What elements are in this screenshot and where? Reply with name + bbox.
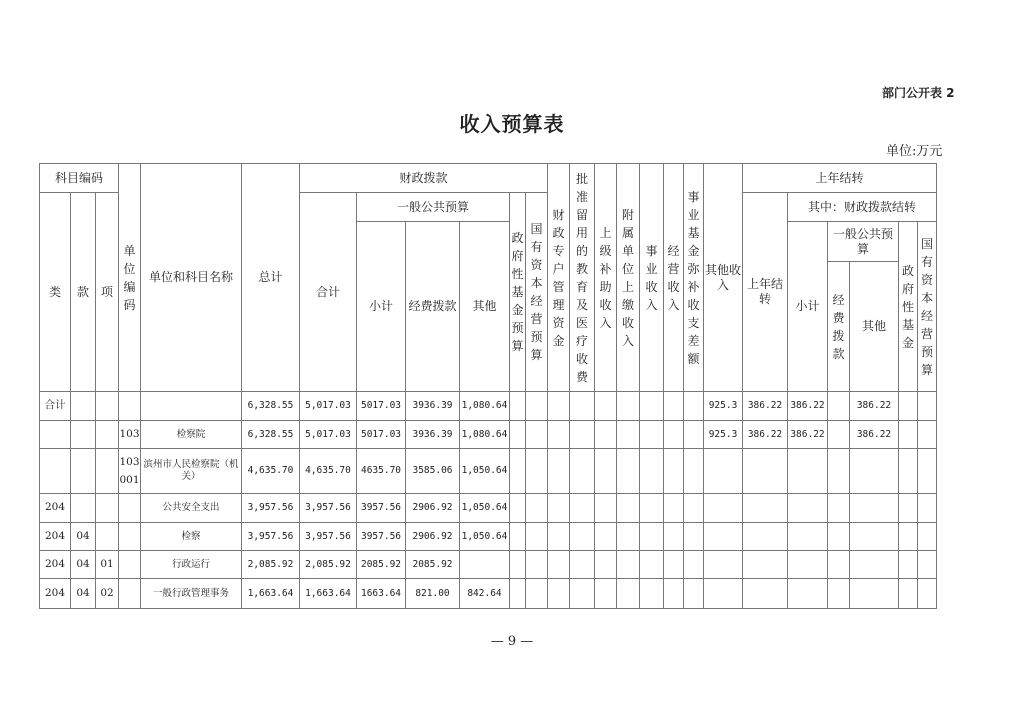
cell-state-capital — [526, 551, 548, 579]
cell-kuan — [71, 449, 96, 494]
header-gb-other: 其他 — [460, 222, 510, 392]
cell-fund-makeup — [684, 494, 704, 523]
header-subject-code: 科目编码 — [40, 164, 119, 193]
cell-xiang — [96, 449, 119, 494]
cell-total: 3,957.56 — [242, 494, 300, 523]
cell-last-year-carry — [743, 551, 788, 579]
cell-kuan: 04 — [71, 551, 96, 579]
table-row — [40, 392, 937, 421]
cell-affiliated-turnover — [617, 392, 640, 421]
cell-ly-gov-fund — [899, 494, 918, 523]
cell-fund-makeup — [684, 449, 704, 494]
page-title: 收入预算表 — [459, 112, 565, 136]
cell-gb-expense: 2906.92 — [406, 494, 460, 523]
cell-gb-subtotal: 4635.70 — [357, 449, 406, 494]
header-fiscal-subtotal: 合计 — [300, 193, 357, 392]
cell-operating-income — [664, 523, 684, 551]
header-operating-income: 经营收入 — [664, 164, 684, 392]
cell-total: 1,663.64 — [242, 579, 300, 609]
header-total: 总计 — [242, 164, 300, 392]
cell-unit-code: 103 — [119, 421, 141, 449]
cell-ly-other — [850, 551, 899, 579]
cell-fiscal-subtotal: 1,663.64 — [300, 579, 357, 609]
cell-gov-fund — [510, 449, 526, 494]
document-label: 部门公开表 2 — [882, 86, 955, 100]
cell-business-income — [640, 421, 664, 449]
cell-other-income: 925.3 — [704, 421, 743, 449]
cell-gb-expense: 821.00 — [406, 579, 460, 609]
table-row — [40, 523, 937, 551]
cell-unit-name: 检察 — [141, 523, 242, 551]
header-gb-subtotal: 小计 — [357, 222, 406, 392]
table-row — [40, 551, 937, 579]
cell-other-income — [704, 494, 743, 523]
cell-operating-income — [664, 421, 684, 449]
header-ly-gov-fund: 政府性基金 — [899, 222, 918, 392]
cell-business-income — [640, 494, 664, 523]
cell-last-year-carry — [743, 449, 788, 494]
cell-last-year-carry — [743, 523, 788, 551]
cell-gb-other — [460, 551, 510, 579]
cell-ly-state-capital — [918, 579, 937, 609]
cell-approved-retained — [570, 421, 595, 449]
cell-affiliated-turnover — [617, 494, 640, 523]
cell-fund-makeup — [684, 579, 704, 609]
cell-special-account — [548, 551, 570, 579]
cell-business-income — [640, 392, 664, 421]
cell-unit-code — [119, 579, 141, 609]
cell-other-income: 925.3 — [704, 392, 743, 421]
header-superior-subsidy: 上级补助收入 — [595, 164, 617, 392]
cell-other-income — [704, 523, 743, 551]
cell-ly-other — [850, 494, 899, 523]
cell-ly-subtotal — [788, 551, 828, 579]
cell-gb-subtotal: 5017.03 — [357, 421, 406, 449]
cell-gov-fund — [510, 421, 526, 449]
cell-business-income — [640, 449, 664, 494]
cell-gb-other: 1,080.64 — [460, 421, 510, 449]
cell-gb-other: 1,050.64 — [460, 523, 510, 551]
cell-xiang: 01 — [96, 551, 119, 579]
header-unit-name: 单位和科目名称 — [141, 164, 242, 392]
cell-unit-name: 一般行政管理事务 — [141, 579, 242, 609]
cell-state-capital — [526, 494, 548, 523]
cell-fiscal-subtotal: 2,085.92 — [300, 551, 357, 579]
cell-gov-fund — [510, 523, 526, 551]
cell-operating-income — [664, 449, 684, 494]
cell-kuan — [71, 392, 96, 421]
cell-fund-makeup — [684, 392, 704, 421]
cell-ly-other: 386.22 — [850, 392, 899, 421]
cell-ly-expense — [828, 449, 850, 494]
cell-fiscal-subtotal: 5,017.03 — [300, 392, 357, 421]
header-ly-state-capital: 国有资本经营预算 — [918, 222, 937, 392]
cell-fund-makeup — [684, 551, 704, 579]
header-of-which: 其中：财政拨款结转 — [788, 193, 937, 222]
cell-gov-fund — [510, 551, 526, 579]
header-business-income: 事业收入 — [640, 164, 664, 392]
cell-lei: 204 — [40, 523, 71, 551]
cell-approved-retained — [570, 523, 595, 551]
cell-special-account — [548, 449, 570, 494]
cell-xiang — [96, 392, 119, 421]
cell-affiliated-turnover — [617, 523, 640, 551]
cell-xiang: 02 — [96, 579, 119, 609]
cell-superior-subsidy — [595, 494, 617, 523]
header-approved-retained: 批准留用的教育及医疗收费 — [570, 164, 595, 392]
cell-unit-name: 检察院 — [141, 421, 242, 449]
header-unit-code: 单位编码 — [119, 164, 141, 392]
cell-xiang — [96, 421, 119, 449]
header-state-capital: 国有资本经营预算 — [526, 193, 548, 392]
cell-lei: 合计 — [40, 392, 71, 421]
cell-ly-other: 386.22 — [850, 421, 899, 449]
cell-kuan: 04 — [71, 579, 96, 609]
cell-gb-other: 1,050.64 — [460, 449, 510, 494]
cell-fiscal-subtotal: 5,017.03 — [300, 421, 357, 449]
header-ly-expense: 经费拨款 — [828, 262, 850, 392]
cell-state-capital — [526, 523, 548, 551]
cell-unit-code — [119, 494, 141, 523]
header-affiliated-turnover: 附属单位上缴收入 — [617, 164, 640, 392]
cell-gb-expense: 3936.39 — [406, 392, 460, 421]
cell-other-income — [704, 551, 743, 579]
cell-business-income — [640, 551, 664, 579]
cell-unit-code — [119, 551, 141, 579]
cell-ly-expense — [828, 421, 850, 449]
cell-affiliated-turnover — [617, 579, 640, 609]
cell-fund-makeup — [684, 421, 704, 449]
cell-special-account — [548, 494, 570, 523]
cell-gb-subtotal: 2085.92 — [357, 551, 406, 579]
cell-gb-subtotal: 3957.56 — [357, 523, 406, 551]
cell-fiscal-subtotal: 3,957.56 — [300, 494, 357, 523]
cell-ly-subtotal — [788, 579, 828, 609]
cell-unit-code — [119, 523, 141, 551]
header-special-account: 财政专户管理资金 — [548, 164, 570, 392]
header-last-year: 上年结转 — [743, 164, 937, 193]
cell-gov-fund — [510, 579, 526, 609]
cell-ly-expense — [828, 392, 850, 421]
cell-special-account — [548, 392, 570, 421]
cell-ly-state-capital — [918, 421, 937, 449]
header-fiscal: 财政拨款 — [300, 164, 548, 193]
cell-approved-retained — [570, 579, 595, 609]
cell-gb-subtotal: 1663.64 — [357, 579, 406, 609]
cell-lei: 204 — [40, 551, 71, 579]
cell-lei — [40, 449, 71, 494]
header-last-year-carry: 上年结转 — [743, 193, 788, 392]
cell-gb-subtotal: 3957.56 — [357, 494, 406, 523]
cell-ly-state-capital — [918, 523, 937, 551]
table-row — [40, 494, 937, 523]
cell-last-year-carry: 386.22 — [743, 421, 788, 449]
cell-approved-retained — [570, 494, 595, 523]
cell-unit-name: 行政运行 — [141, 551, 242, 579]
cell-xiang — [96, 494, 119, 523]
cell-gb-other: 842.64 — [460, 579, 510, 609]
cell-superior-subsidy — [595, 421, 617, 449]
income-budget-table — [39, 163, 937, 609]
cell-state-capital — [526, 421, 548, 449]
cell-ly-subtotal — [788, 494, 828, 523]
cell-ly-gov-fund — [899, 579, 918, 609]
cell-approved-retained — [570, 392, 595, 421]
cell-ly-gov-fund — [899, 523, 918, 551]
cell-fiscal-subtotal: 4,635.70 — [300, 449, 357, 494]
header-kuan: 款 — [71, 193, 96, 392]
header-xiang: 项 — [96, 193, 119, 392]
cell-unit-code — [119, 392, 141, 421]
cell-special-account — [548, 523, 570, 551]
cell-ly-gov-fund — [899, 421, 918, 449]
cell-gb-other: 1,050.64 — [460, 494, 510, 523]
header-ly-general: 一般公共预算 — [828, 222, 899, 262]
cell-total: 6,328.55 — [242, 392, 300, 421]
cell-unit-code: 103001 — [119, 449, 141, 494]
cell-kuan — [71, 494, 96, 523]
cell-state-capital — [526, 579, 548, 609]
cell-gov-fund — [510, 392, 526, 421]
table-row — [40, 449, 937, 494]
cell-kuan: 04 — [71, 523, 96, 551]
cell-xiang — [96, 523, 119, 551]
cell-superior-subsidy — [595, 579, 617, 609]
cell-total: 4,635.70 — [242, 449, 300, 494]
cell-unit-name: 公共安全支出 — [141, 494, 242, 523]
cell-ly-state-capital — [918, 551, 937, 579]
cell-special-account — [548, 579, 570, 609]
cell-affiliated-turnover — [617, 421, 640, 449]
cell-lei: 204 — [40, 579, 71, 609]
cell-ly-subtotal — [788, 523, 828, 551]
header-fund-makeup: 事业基金弥补收支差额 — [684, 164, 704, 392]
cell-superior-subsidy — [595, 551, 617, 579]
cell-fund-makeup — [684, 523, 704, 551]
cell-ly-state-capital — [918, 449, 937, 494]
cell-ly-other — [850, 579, 899, 609]
cell-gb-expense: 2906.92 — [406, 523, 460, 551]
header-gov-fund: 政府性基金预算 — [510, 193, 526, 392]
cell-ly-expense — [828, 579, 850, 609]
cell-other-income — [704, 449, 743, 494]
cell-kuan — [71, 421, 96, 449]
cell-affiliated-turnover — [617, 551, 640, 579]
cell-approved-retained — [570, 449, 595, 494]
cell-operating-income — [664, 579, 684, 609]
cell-total: 6,328.55 — [242, 421, 300, 449]
cell-total: 2,085.92 — [242, 551, 300, 579]
cell-total: 3,957.56 — [242, 523, 300, 551]
cell-superior-subsidy — [595, 449, 617, 494]
cell-ly-expense — [828, 494, 850, 523]
cell-gb-subtotal: 5017.03 — [357, 392, 406, 421]
cell-special-account — [548, 421, 570, 449]
cell-approved-retained — [570, 551, 595, 579]
header-general-budget: 一般公共预算 — [357, 193, 510, 222]
cell-gb-expense: 2085.92 — [406, 551, 460, 579]
cell-ly-state-capital — [918, 494, 937, 523]
header-lei: 类 — [40, 193, 71, 392]
cell-operating-income — [664, 494, 684, 523]
cell-state-capital — [526, 392, 548, 421]
table-row — [40, 421, 937, 449]
cell-ly-expense — [828, 551, 850, 579]
cell-last-year-carry — [743, 494, 788, 523]
header-gb-expense: 经费拨款 — [406, 222, 460, 392]
cell-business-income — [640, 579, 664, 609]
cell-ly-state-capital — [918, 392, 937, 421]
unit-label: 单位:万元 — [886, 144, 943, 159]
cell-other-income — [704, 579, 743, 609]
header-ly-other: 其他 — [850, 262, 899, 392]
cell-unit-name — [141, 392, 242, 421]
cell-lei: 204 — [40, 494, 71, 523]
header-ly-subtotal: 小计 — [788, 222, 828, 392]
cell-ly-subtotal: 386.22 — [788, 392, 828, 421]
cell-gb-expense: 3936.39 — [406, 421, 460, 449]
cell-superior-subsidy — [595, 392, 617, 421]
cell-state-capital — [526, 449, 548, 494]
cell-affiliated-turnover — [617, 449, 640, 494]
cell-superior-subsidy — [595, 523, 617, 551]
page-number: — 9 — — [490, 634, 534, 649]
cell-last-year-carry: 386.22 — [743, 392, 788, 421]
cell-ly-gov-fund — [899, 551, 918, 579]
header-other-income: 其他收入 — [704, 164, 743, 392]
cell-gb-expense: 3585.06 — [406, 449, 460, 494]
cell-unit-name: 滨州市人民检察院（机关） — [141, 449, 242, 494]
table-row — [40, 579, 937, 609]
cell-gov-fund — [510, 494, 526, 523]
cell-last-year-carry — [743, 579, 788, 609]
cell-ly-expense — [828, 523, 850, 551]
cell-ly-gov-fund — [899, 449, 918, 494]
cell-ly-gov-fund — [899, 392, 918, 421]
cell-fiscal-subtotal: 3,957.56 — [300, 523, 357, 551]
cell-operating-income — [664, 392, 684, 421]
cell-business-income — [640, 523, 664, 551]
cell-gb-other: 1,080.64 — [460, 392, 510, 421]
cell-ly-other — [850, 449, 899, 494]
cell-lei — [40, 421, 71, 449]
cell-ly-subtotal — [788, 449, 828, 494]
cell-ly-subtotal: 386.22 — [788, 421, 828, 449]
cell-operating-income — [664, 551, 684, 579]
cell-ly-other — [850, 523, 899, 551]
